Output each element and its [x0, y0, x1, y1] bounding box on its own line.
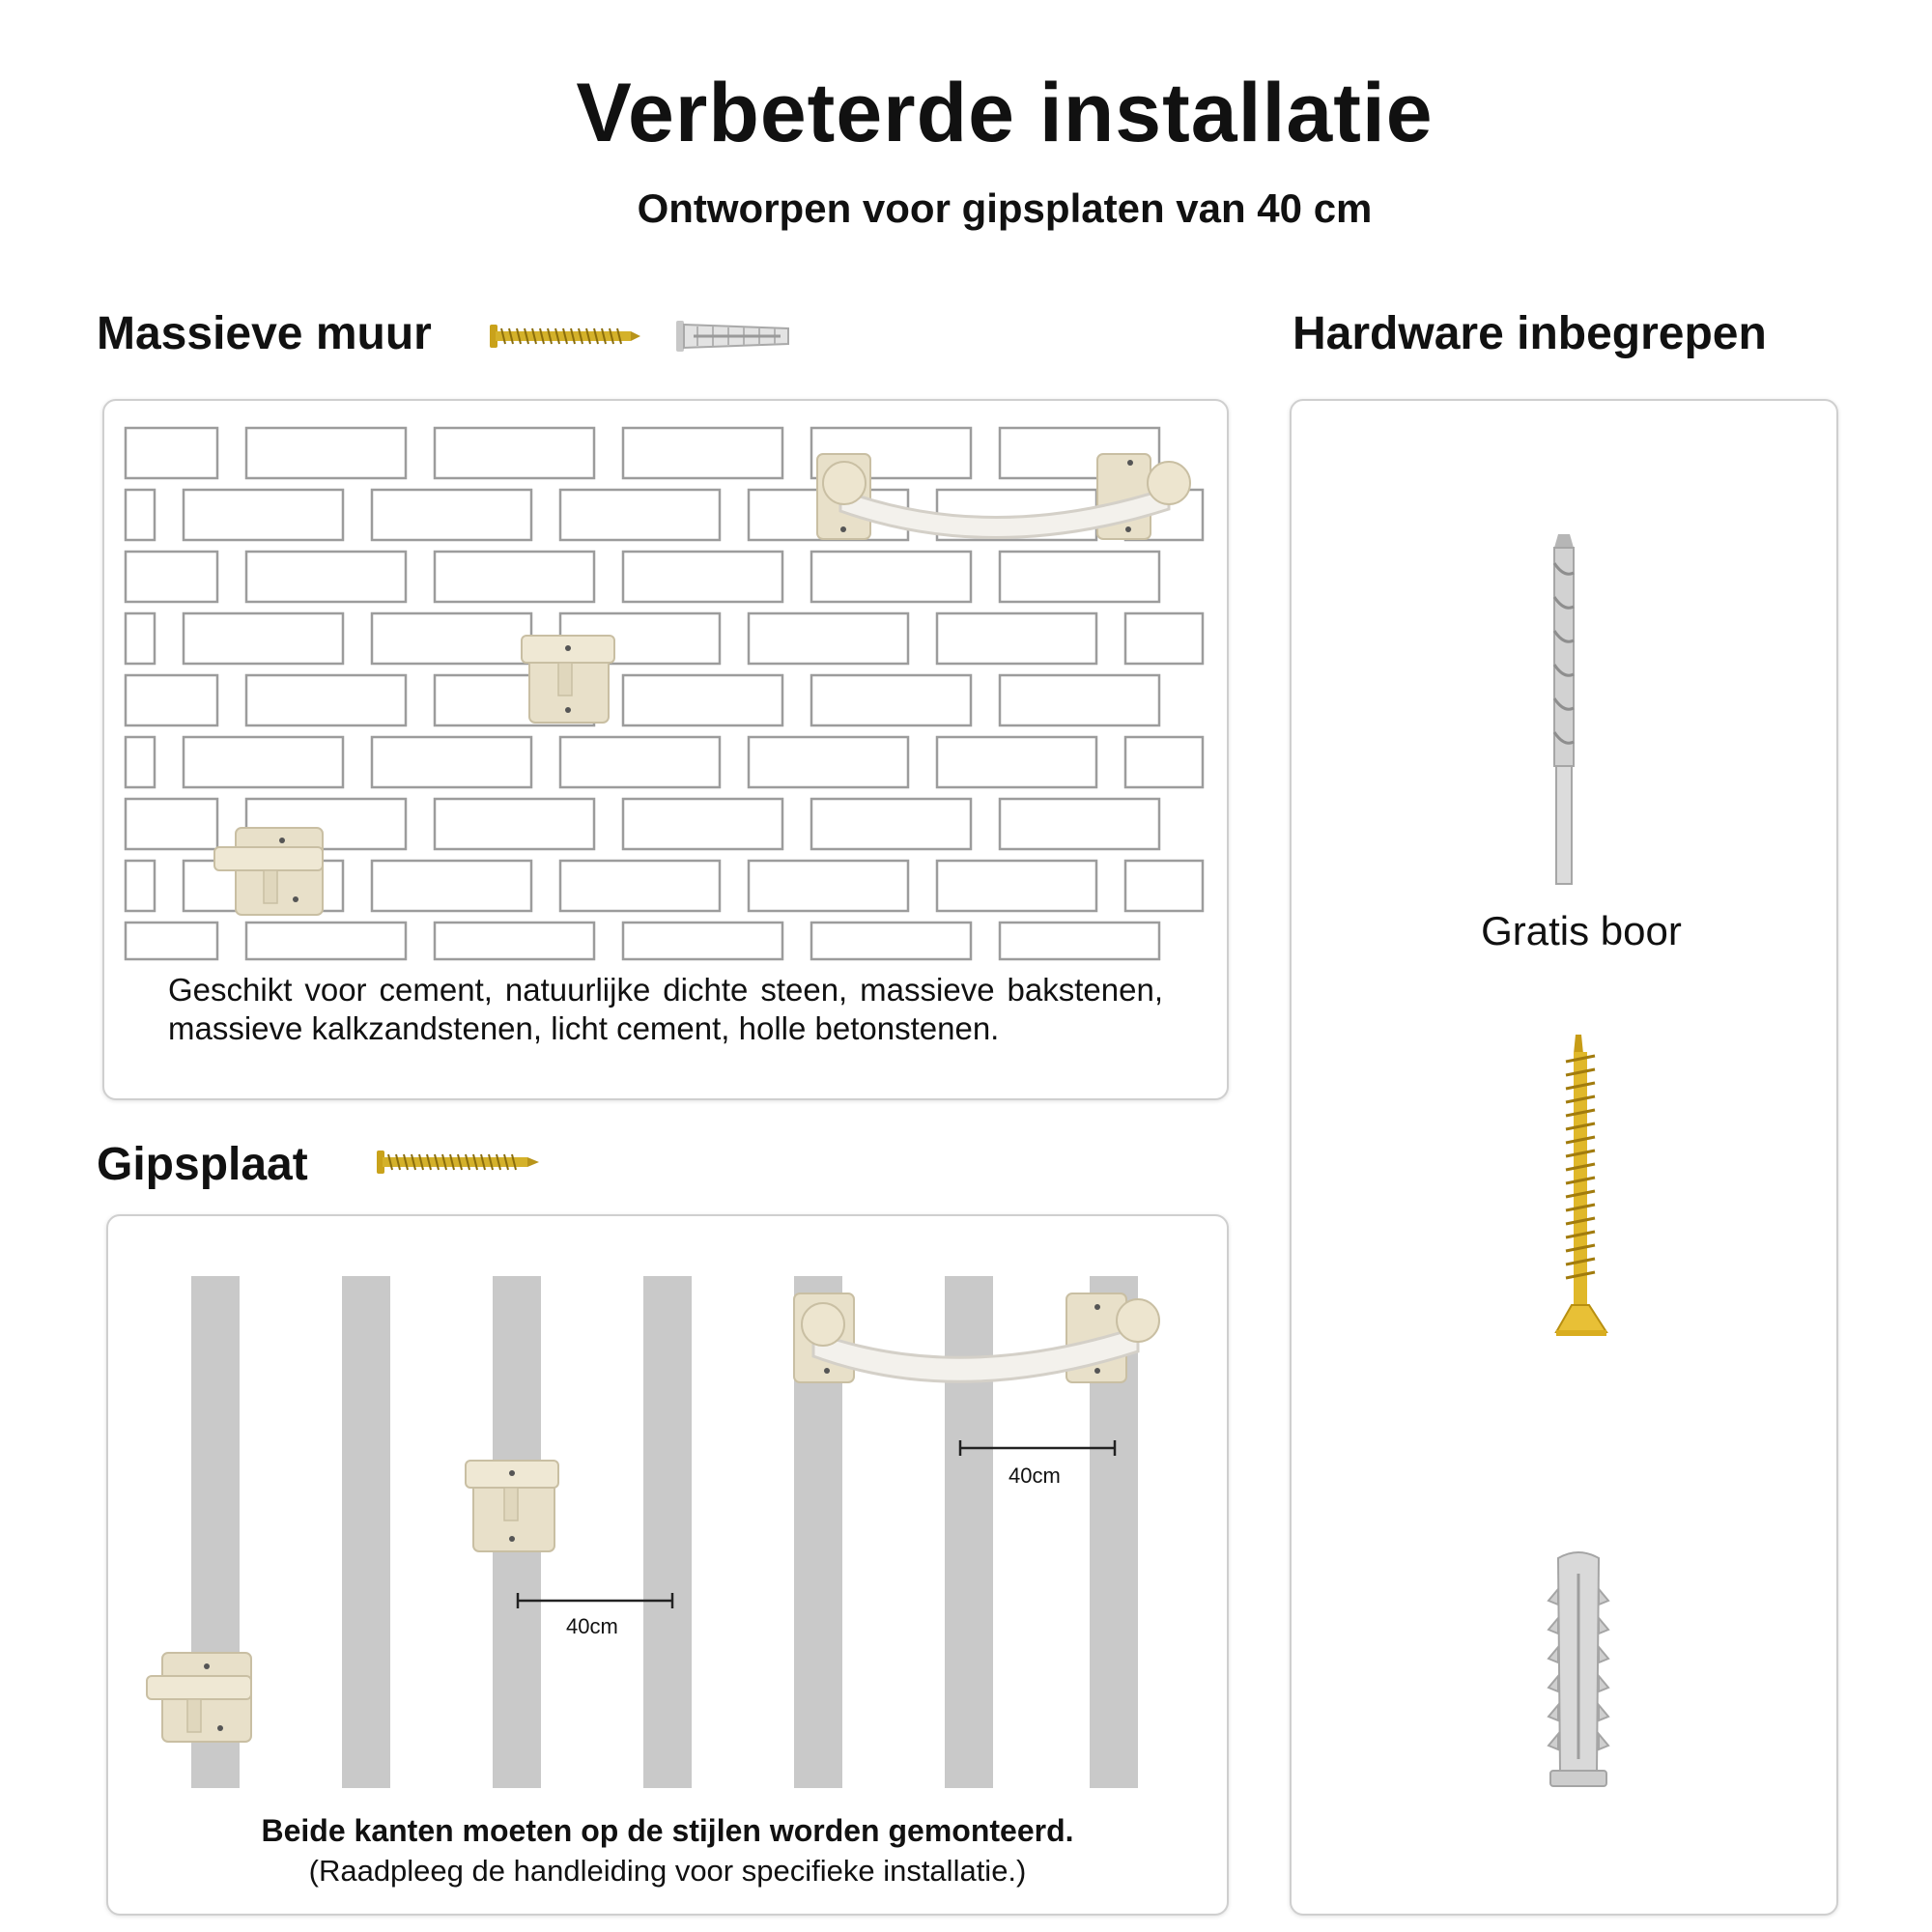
wall-studs [191, 1276, 1138, 1788]
wall-plug-icon [674, 317, 794, 355]
drill-bit-icon [1545, 534, 1583, 886]
dimension-label: 40cm [566, 1614, 618, 1638]
step-shelf [147, 1653, 251, 1742]
bridge-shelf [817, 454, 1190, 539]
drywall-note: (Raadpleeg de handleiding voor specifieke installatie.) [308, 1854, 1027, 1888]
step-shelf [522, 636, 614, 723]
solid-wall-description: Geschikt voor cement, natuurlijke dichte steen, massieve bakstenen, massieve kalkzandstenen, licht cement, holle betonstenen. [168, 972, 1163, 1046]
screw-icon [1554, 1035, 1608, 1344]
hardware-heading: Hardware inbegrepen [1293, 308, 1767, 359]
drywall-studs-illustration [108, 1216, 1227, 1796]
drywall-note-bold: Beide kanten moeten op de stijlen worden gemonteerd. [261, 1813, 1074, 1848]
drywall-panel [106, 1214, 1229, 1916]
page-title: Verbeterde installatie [576, 67, 1434, 159]
screw-icon [375, 1145, 541, 1179]
solid-wall-panel [102, 399, 1229, 1100]
wall-plug-icon [1545, 1550, 1612, 1792]
step-shelf [466, 1461, 558, 1551]
solid-wall-heading: Massieve muur [97, 308, 432, 359]
page-subtitle: Ontworpen voor gipsplaten van 40 cm [637, 185, 1373, 231]
drywall-heading: Gipsplaat [97, 1139, 308, 1190]
brick-wall-illustration [124, 401, 1210, 961]
screw-icon [488, 319, 642, 354]
dimension-label: 40cm [1009, 1463, 1061, 1488]
hardware-panel [1290, 399, 1838, 1916]
step-shelf [214, 828, 323, 915]
drill-label: Gratis boor [1481, 908, 1682, 953]
